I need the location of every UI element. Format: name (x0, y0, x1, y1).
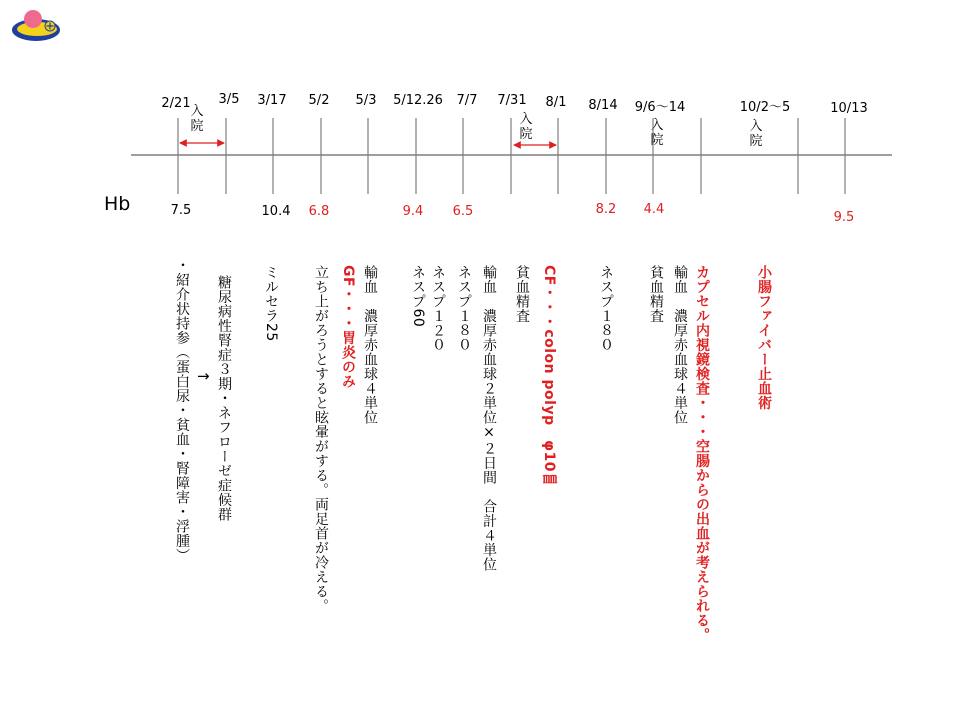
clinical-note: ミルセラ25 (263, 265, 279, 342)
clinical-note: → (197, 367, 211, 385)
hb-value: 6.8 (308, 204, 330, 219)
clinical-note: 貧血精査 (648, 265, 664, 323)
clinical-note: ネスプ１８０ (598, 265, 614, 352)
timeline-date: 8/1 (545, 95, 567, 110)
clinical-note: 輸血 濃厚赤血球４単位 (672, 265, 688, 425)
admission-label: 入院 (650, 118, 664, 148)
timeline-date: 2/21 (161, 96, 191, 111)
hb-value: 4.4 (643, 202, 665, 217)
clinical-note: カプセル内視鏡検査・・・空腸からの出血が考えられる。 (694, 265, 710, 642)
clinical-note: CF・・・colon polyp φ10㎜ (541, 265, 557, 487)
timeline-date: 7/7 (456, 93, 478, 108)
admission-label: 入院 (749, 119, 763, 149)
timeline-date: 8/14 (588, 98, 618, 113)
clinical-note: 輸血 濃厚赤血球４単位 (362, 265, 378, 425)
timeline-date: 3/17 (257, 93, 287, 108)
clinical-note: ・紹介状持参（蛋白尿・貧血・腎障害・浮腫） (174, 258, 190, 563)
timeline-date: 7/31 (497, 93, 527, 108)
admission-label: 入院 (190, 104, 204, 134)
clinical-note: 糖尿病性腎症３期・ネフローゼ症候群 (216, 275, 232, 522)
timeline-ticks (178, 118, 845, 194)
timeline-date: 5/12.26 (393, 93, 443, 108)
timeline-date: 10/13 (830, 101, 868, 116)
clinical-note: 立ち上がろうとすると眩暈がする。両足首が冷える。 (313, 265, 329, 613)
hb-label: Hb (104, 193, 131, 215)
timeline-date: 9/6～14 (634, 100, 686, 115)
hb-value: 10.4 (261, 204, 291, 219)
timeline-date: 5/2 (308, 93, 330, 108)
hb-value: 7.5 (170, 203, 192, 218)
clinical-note: 小腸ファイバー止血術 (756, 265, 772, 410)
hb-value: 9.4 (402, 204, 424, 219)
timeline-date: 10/2～5 (739, 100, 791, 115)
timeline-date: 3/5 (218, 92, 240, 107)
clinical-note: ネスプ１８０ (456, 265, 472, 352)
hb-value: 6.5 (452, 204, 474, 219)
clinical-note: ネスプ１２０ (430, 265, 446, 352)
hb-value: 9.5 (833, 210, 855, 225)
hb-value: 8.2 (595, 202, 617, 217)
clinical-note: 輸血 濃厚赤血球２単位×２日間 合計４単位 (481, 265, 497, 572)
clinical-note: ネスプ60 (410, 265, 426, 328)
clinical-note: GF・・・胃炎のみ (340, 265, 356, 389)
admission-label: 入院 (519, 112, 533, 142)
clinical-note: 貧血精査 (514, 265, 530, 323)
timeline-date: 5/3 (355, 93, 377, 108)
